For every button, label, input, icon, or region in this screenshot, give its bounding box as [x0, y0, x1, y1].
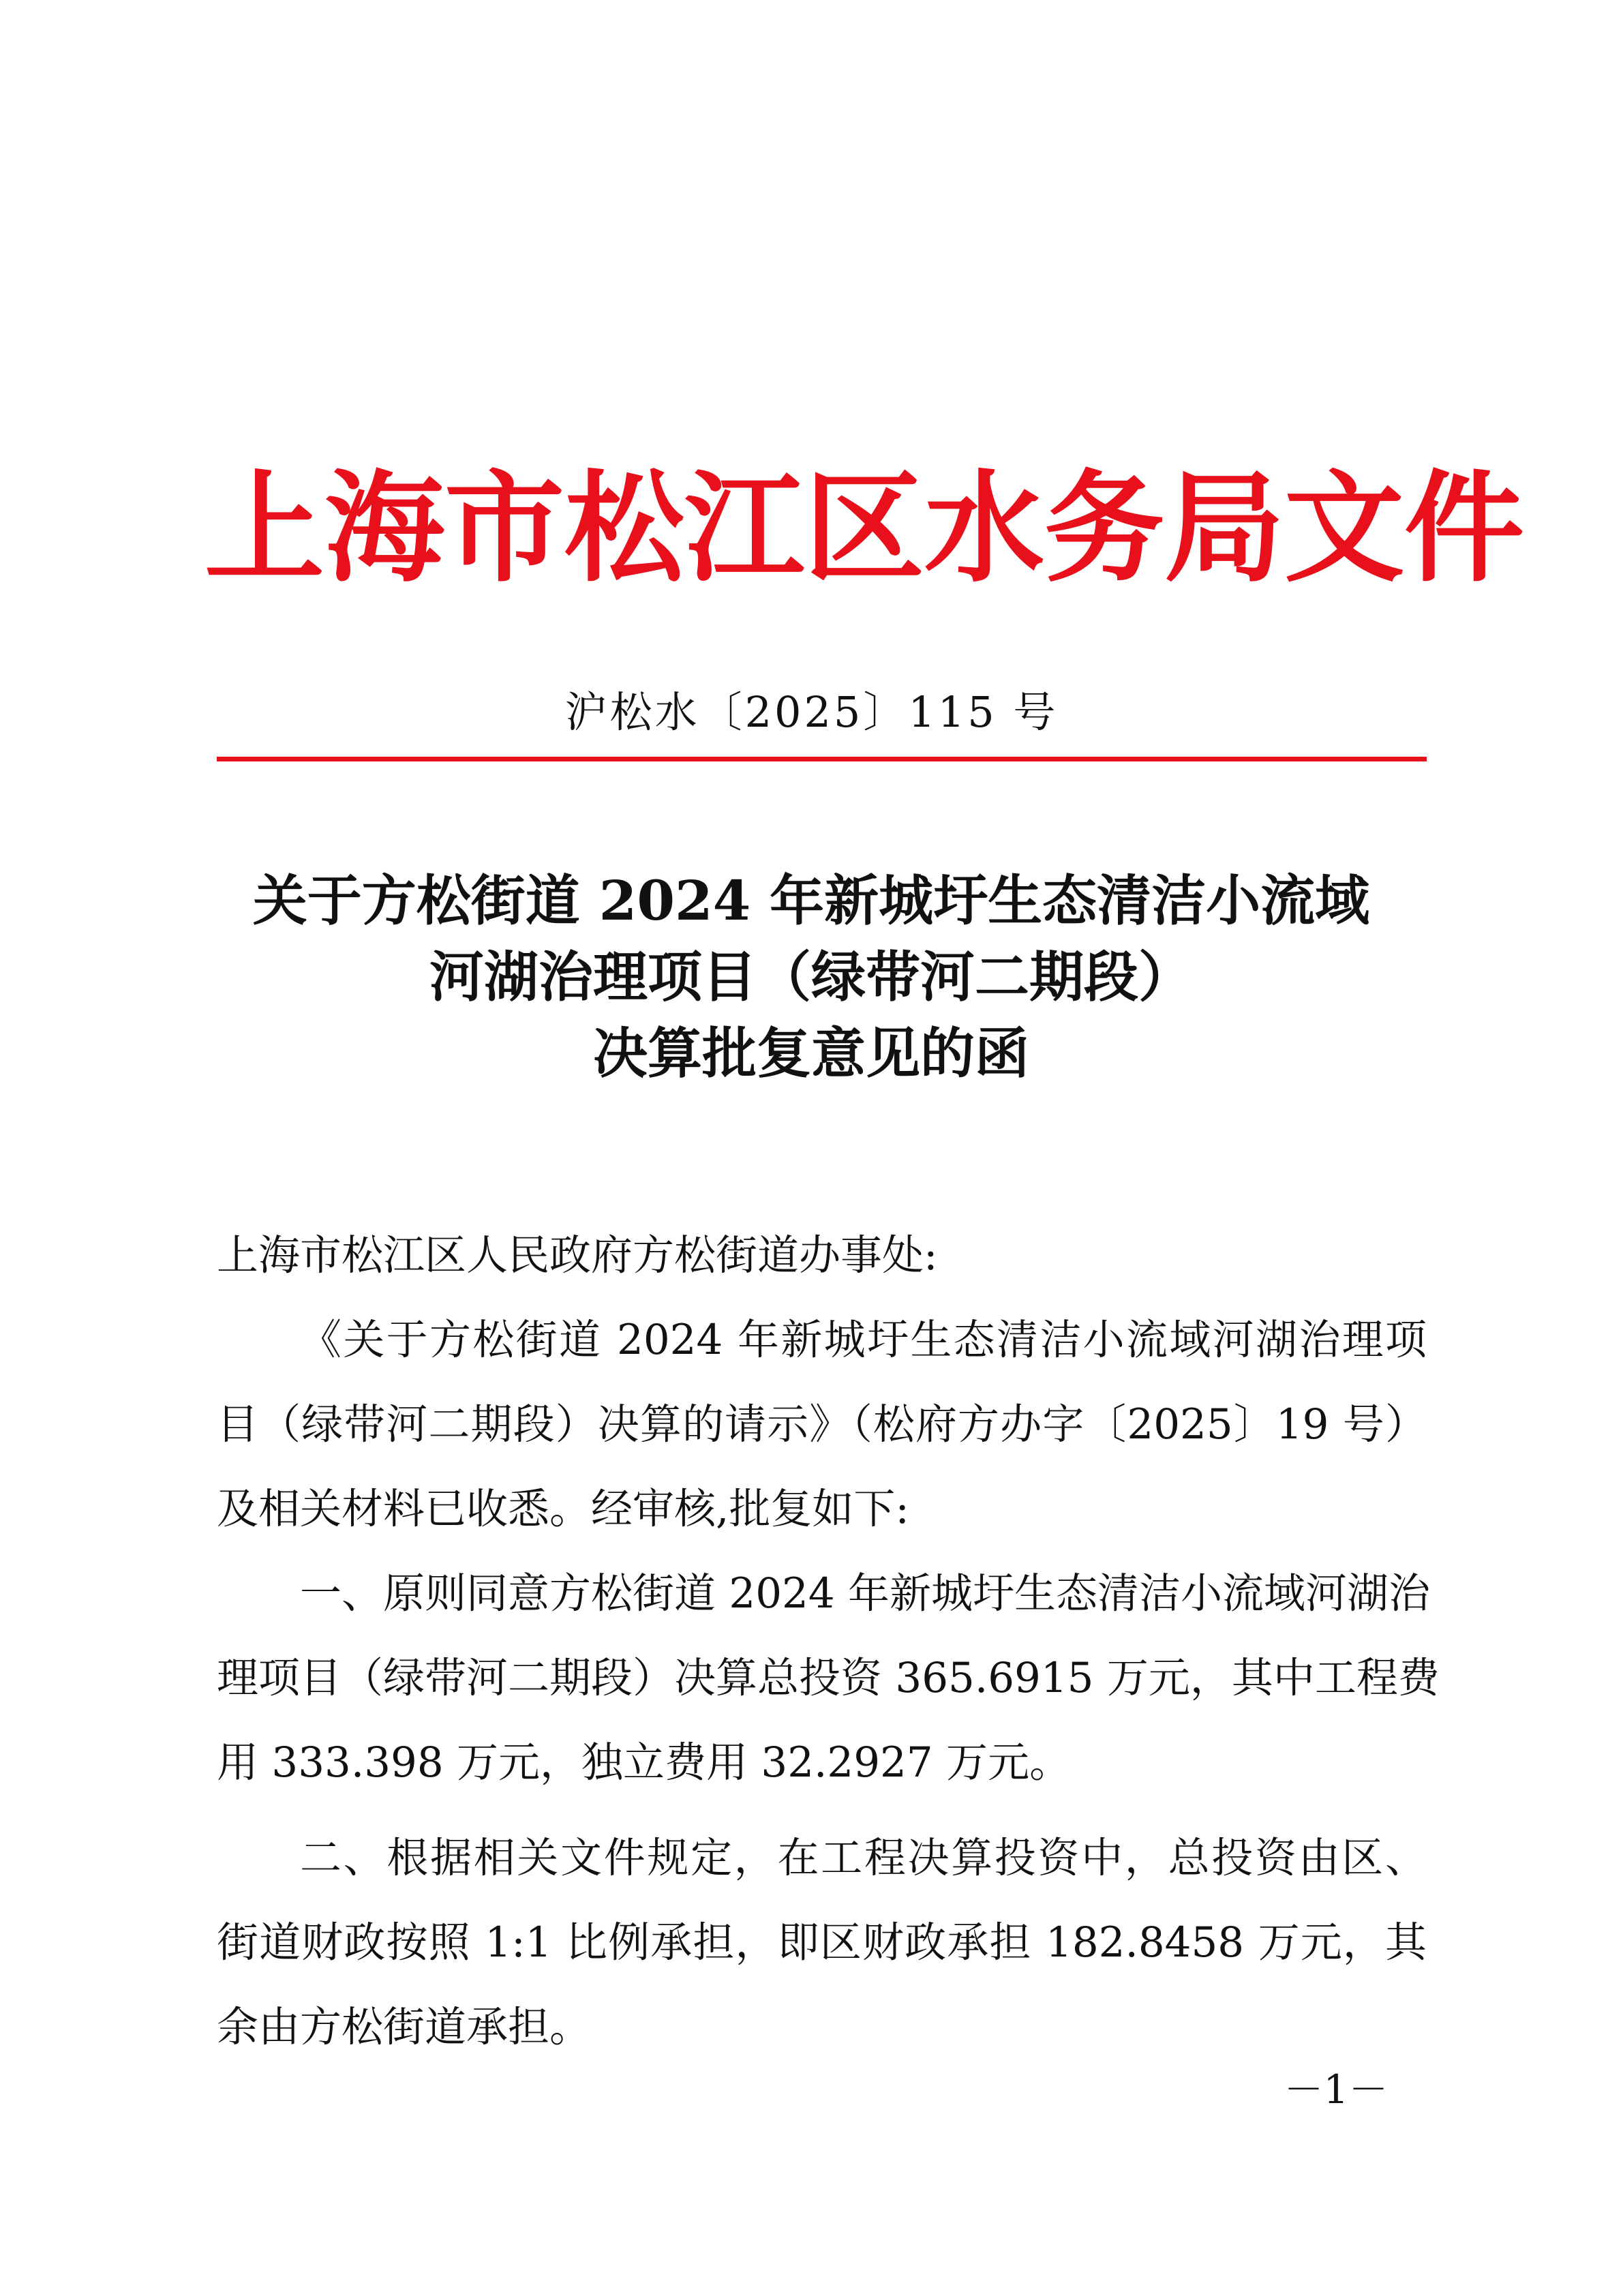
intro-line-1: 《关于方松街道 2024 年新城圩生态清洁小流域河湖治理项 — [300, 1316, 1427, 1364]
addressee: 上海市松江区人民政府方松街道办事处: — [217, 1231, 938, 1280]
issuer-header-title: 上海市松江区水务局文件 — [204, 457, 1525, 599]
item1-line-3: 用 333.398 万元，独立费用 32.2927 万元。 — [217, 1738, 1072, 1787]
item2-line-3: 余由方松街道承担。 — [217, 2003, 592, 2051]
item2-line-1: 二、根据相关文件规定，在工程决算投资中，总投资由区、 — [300, 1834, 1427, 1882]
title-line-3: 决算批复意见的函 — [593, 1021, 1029, 1085]
title-line-2: 河湖治理项目（绿带河二期段） — [429, 945, 1193, 1009]
red-divider-line — [217, 757, 1427, 761]
item1-line-1: 一、原则同意方松街道 2024 年新城圩生态清洁小流域河湖治 — [300, 1569, 1431, 1618]
page-number: －1－ — [1284, 2066, 1389, 2113]
intro-line-2: 目（绿带河二期段）决算的请示》（松府方办字〔2025〕19 号） — [217, 1400, 1427, 1449]
title-line-1: 关于方松街道 2024 年新城圩生态清洁小流域 — [252, 868, 1370, 933]
item2-line-2: 街道财政按照 1:1 比例承担，即区财政承担 182.8458 万元，其 — [217, 1918, 1427, 1967]
document-body — [217, 1213, 1440, 2070]
intro-line-3: 及相关材料已收悉。经审核,批复如下: — [217, 1485, 909, 1533]
document-title — [170, 862, 1452, 1091]
document-number: 沪松水〔2025〕115 号 — [564, 687, 1059, 737]
item1-line-2: 理项目（绿带河二期段）决算总投资 365.6915 万元，其中工程费 — [217, 1654, 1440, 1702]
